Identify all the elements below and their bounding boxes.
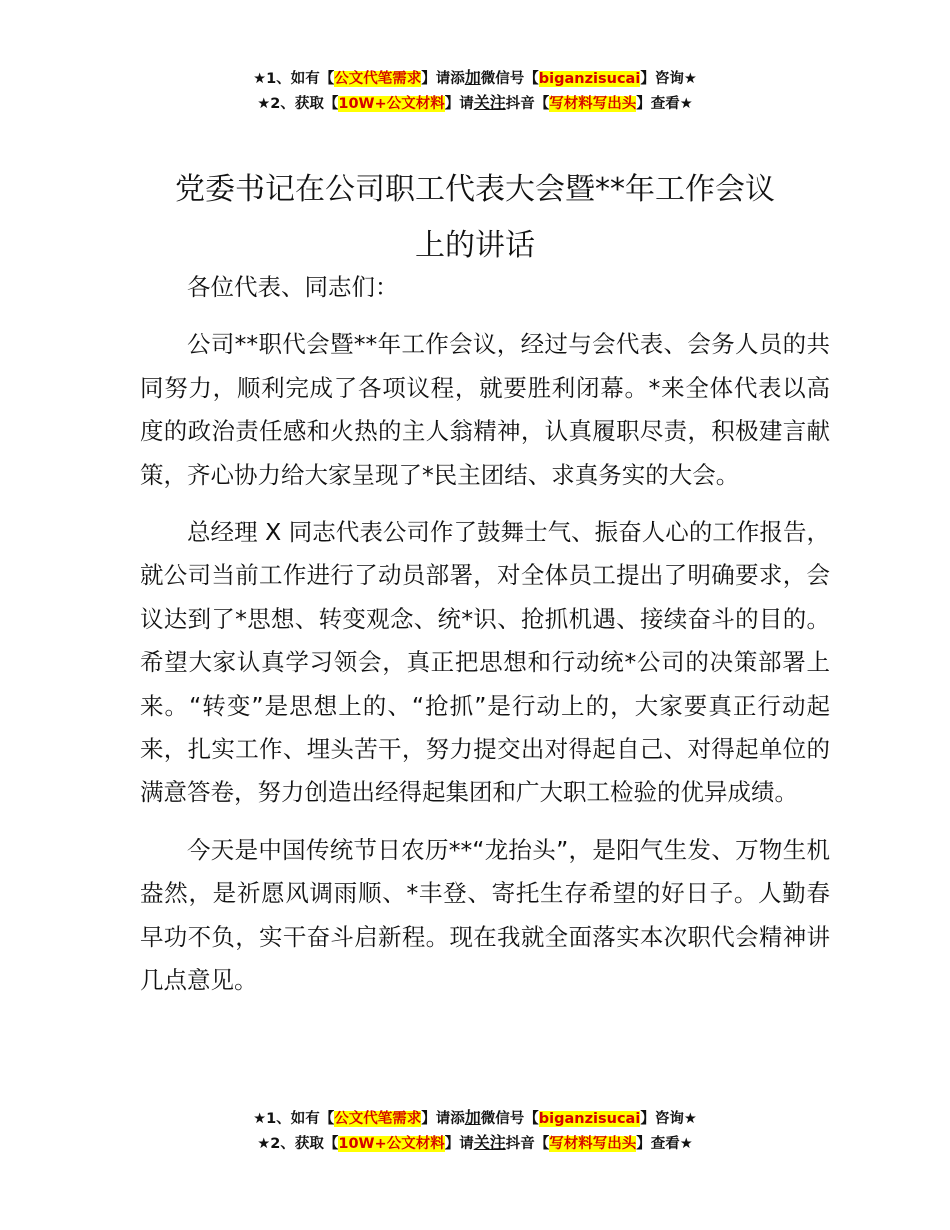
promo-douyin-name: 写材料写出头 (549, 96, 637, 112)
paragraph: 公司**职代会暨**年工作会议，经过与会代表、会务人员的共同努力，顺利完成了各项议程，就要胜利闭幕。*来全体代表以高度的政治责任感和火热的主人翁精神，认真履职尽责，积极建言献策，齐心协力给大家呈现了*民主团结、求真务实的大会。 (140, 330, 830, 489)
promo-text: 】查看★ (636, 1136, 693, 1152)
promo-text: 】请 (444, 1136, 474, 1152)
promo-emphasis: 加 (464, 1108, 481, 1127)
promo-douyin-name: 写材料写出头 (549, 1136, 637, 1152)
promo-line-2 (0, 1131, 950, 1156)
promo-text: 抖音【 (505, 1136, 550, 1152)
promo-text: 】咨询★ (640, 1111, 697, 1127)
title-line-1: 党委书记在公司职工代表大会暨**年工作会议 (175, 172, 775, 207)
promo-highlight: 10W+公文材料 (338, 1136, 445, 1152)
promo-text: ★1、如有【 (253, 1111, 335, 1127)
promo-emphasis: 关注 (473, 1133, 506, 1152)
promo-text: 】查看★ (636, 96, 693, 112)
promo-line-2 (0, 91, 950, 116)
header-promo-banner (0, 66, 950, 116)
promo-highlight: 10W+公文材料 (338, 96, 445, 112)
salutation: 各位代表、同志们： (187, 273, 399, 301)
promo-text: 】请添 (421, 1111, 465, 1127)
promo-wechat-id: biganzisucai (538, 71, 641, 87)
document-body (140, 266, 830, 1017)
promo-text: 微信号【 (480, 1111, 539, 1127)
promo-text: ★2、获取【 (257, 1136, 339, 1152)
promo-highlight: 公文代笔需求 (334, 1111, 422, 1127)
promo-text: 抖音【 (505, 96, 550, 112)
promo-wechat-id: biganzisucai (538, 1111, 641, 1127)
promo-line-1 (0, 66, 950, 91)
paragraph: 今天是中国传统节日农历**“龙抬头”，是阳气生发、万物生机盎然，是祈愿风调雨顺、*丰登、寄托生存希望的好日子。人勤春早功不负，实干奋斗启新程。现在我就全面落实本次职代会精神讲几点意见。 (140, 835, 830, 995)
promo-text: 微信号【 (480, 71, 539, 87)
paragraph: 总经理 X 同志代表公司作了鼓舞士气、振奋人心的工作报告，就公司当前工作进行了动员部署，对全体员工提出了明确要求，会议达到了*思想、转变观念、统*识、抢抓机遇、接续奋斗的目的。希望大家认真学习领会，真正把思想和行动统*公司的决策部署上来。“转变”是思想上的、“抢抓”是行动上的，大家要真正行动起来，扎实工作、埋头苦干，努力提交出对得起自己、对得起单位的满意答卷，努力创造出经得起集团和广大职工检验的优异成绩。 (140, 518, 830, 807)
title-line-2: 上的讲话 (415, 228, 535, 263)
promo-emphasis: 加 (464, 68, 481, 87)
promo-text: 】请添 (421, 71, 465, 87)
promo-highlight: 公文代笔需求 (334, 71, 422, 87)
promo-emphasis: 关注 (473, 93, 506, 112)
promo-line-1 (0, 1106, 950, 1131)
promo-text: ★2、获取【 (257, 96, 339, 112)
promo-text: 】请 (444, 96, 474, 112)
footer-promo-banner (0, 1106, 950, 1156)
promo-text: ★1、如有【 (253, 71, 335, 87)
document-title (120, 162, 830, 274)
promo-text: 】咨询★ (640, 71, 697, 87)
